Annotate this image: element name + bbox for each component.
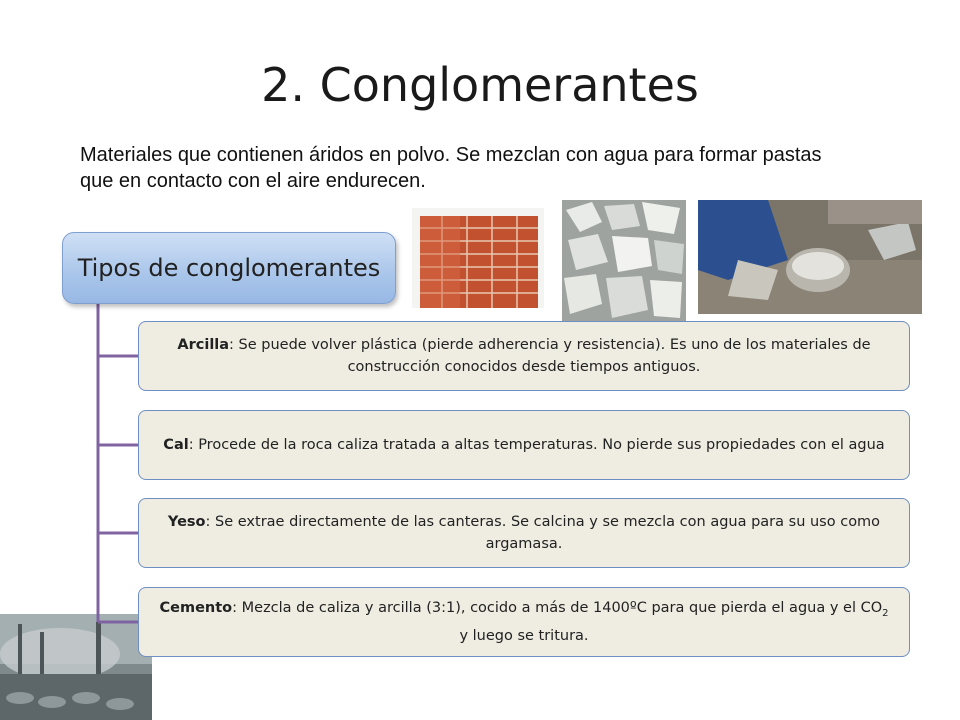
bricks-photo <box>412 208 544 308</box>
co2-subscript: 2 <box>882 607 889 619</box>
item-text: : Procede de la roca caliza tratada a altas temperaturas. No pierde sus propiedades con el agua <box>188 437 885 453</box>
limestone-photo <box>562 200 686 322</box>
item-text: : Se puede volver plástica (pierde adherencia y resistencia). Es uno de los materiales de construcción conocidos desde tiempos antiguos. <box>229 337 871 375</box>
item-text-end: y luego se tritura. <box>459 627 589 644</box>
item-yeso <box>138 498 910 568</box>
item-text: : Se extrae directamente de las canteras. Se calcina y se mezcla con agua para su uso como argamasa. <box>205 514 881 552</box>
slide-subtitle: Materiales que contienen áridos en polvo. Se mezclan con agua para formar pastas que en contacto con el aire endurecen. <box>80 144 822 192</box>
item-term: Arcilla <box>177 337 230 353</box>
factory-photo <box>0 614 152 720</box>
item-cemento <box>138 587 910 657</box>
item-cal <box>138 410 910 480</box>
diagram-header: Tipos de conglomerantes <box>62 232 396 304</box>
item-term: Cemento <box>159 600 233 617</box>
item-term: Cal <box>163 437 189 453</box>
item-arcilla <box>138 321 910 391</box>
item-text: : Mezcla de caliza y arcilla (3:1), cocido a más de 1400ºC para que pierda el agua y el CO <box>232 600 883 617</box>
item-term: Yeso <box>167 514 206 530</box>
mixing-photo <box>698 200 922 314</box>
slide-title: 2. Conglomerantes <box>261 58 699 112</box>
